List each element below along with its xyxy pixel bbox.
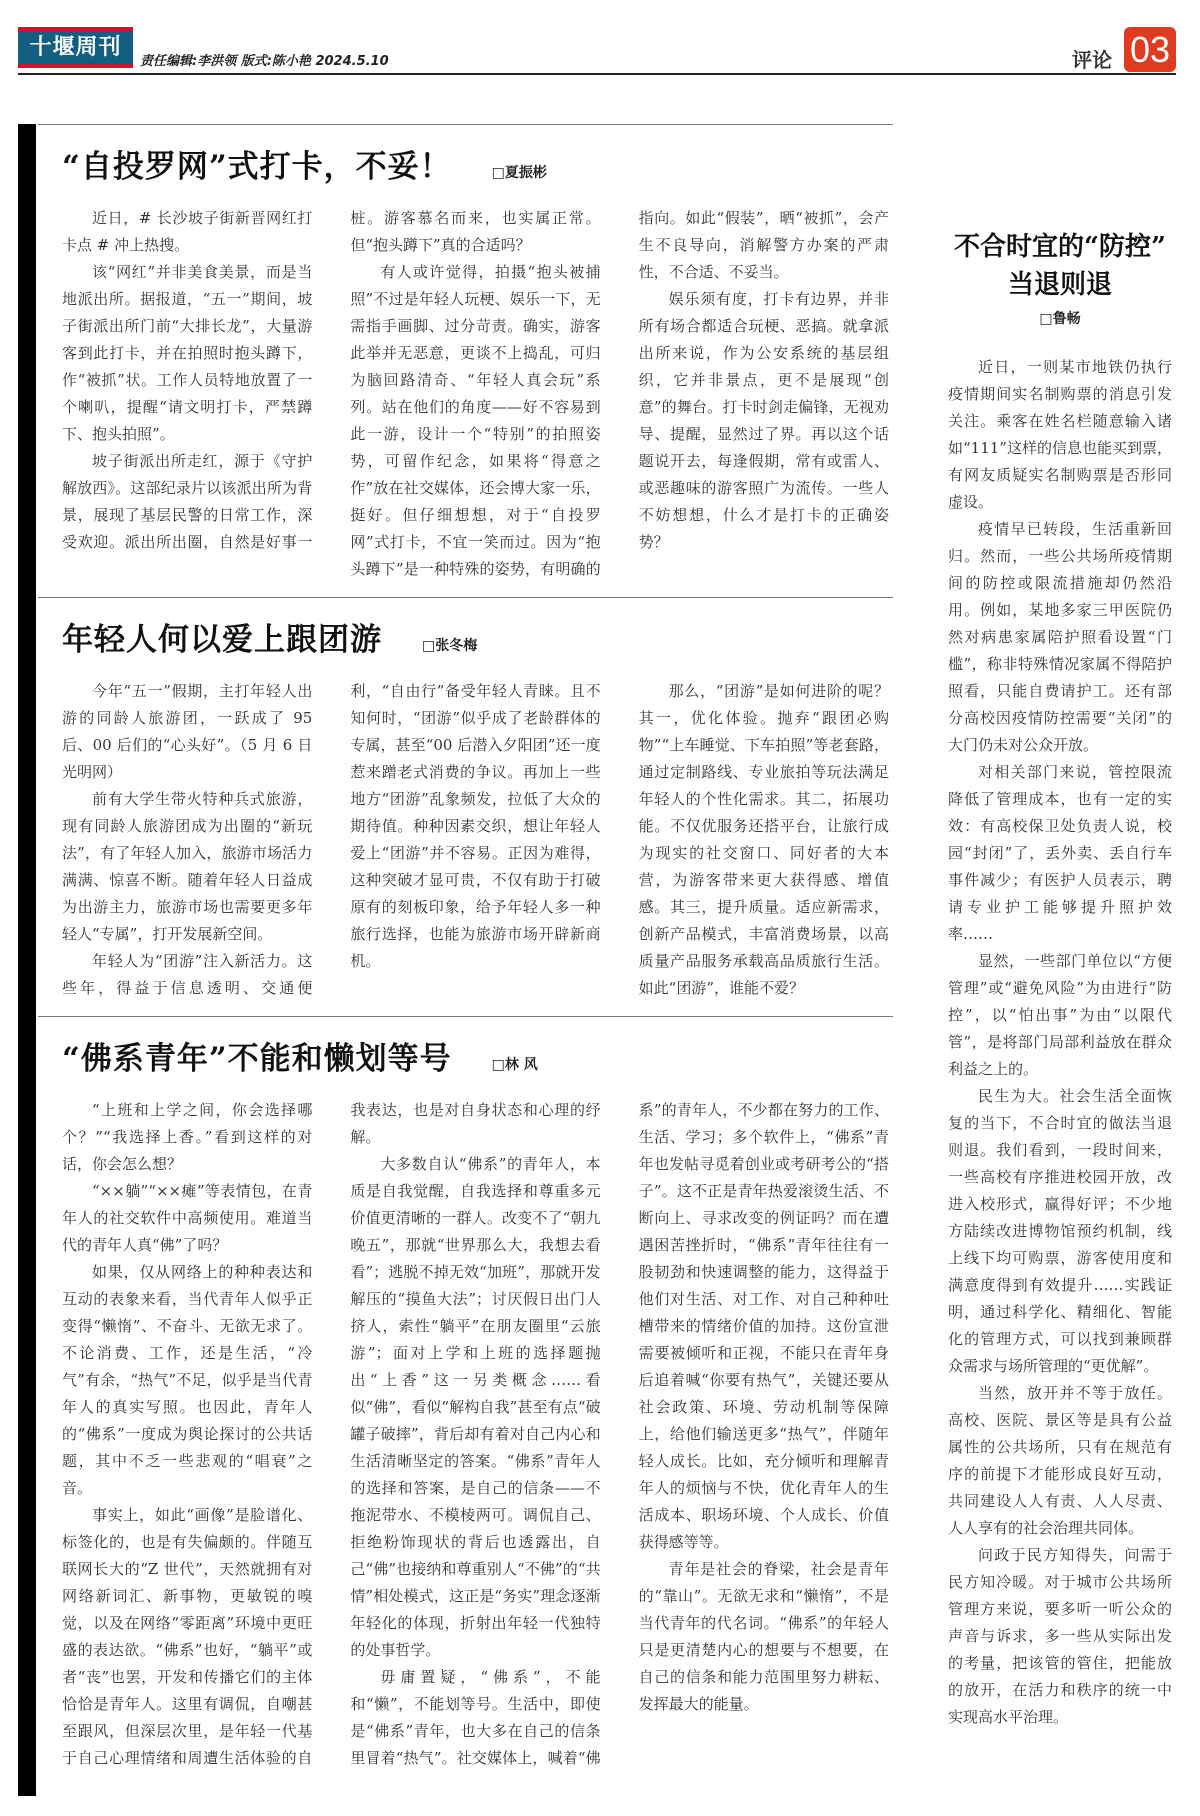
- paragraph: 年轻人为“团游”注入新活力。这些年，得益于信息透明、交通便利，“自由行”备受年轻人青睐。且不知何时，“团游”似乎成了老龄群体的专属，甚至“00 后潜入夕阳团”还一度惹来蹭老式消费的争议。再加上一些地方“团游”乱象频发，拉低了大众的期待值。种种因素交织，想让年轻人爱上“团游”并不容易。正因为难得，这种突破才显可贵，不仅有助于打破原有的刻板印象，给予年轻人多一种旅行选择，也能为旅游市场开辟新商机。: [62, 682, 601, 997]
- main-column: [18, 124, 893, 1796]
- article-title: “佛系青年”不能和懒划等号: [62, 1041, 452, 1077]
- article-author: □张冬梅: [422, 638, 478, 654]
- paragraph: 当然，放开并不等于放任。高校、医院、景区等是具有公益属性的公共场所，只有在规范有序的前提下才能形成良好互动，共同建设人人有责、人人尽责、人人享有的社会治理共同体。: [948, 1384, 1172, 1537]
- paragraph: 民生为大。社会生活全面恢复的当下，不合时宜的做法当退则退。我们看到，一段时间来，一些高校有序推进校园开放，改进入校形式，赢得好评；不少地方陆续改进博物馆预约机制，线上线下均可购票，游客使用度和满意度得到有效提升……实践证明，通过科学化、精细化、智能化的管理方式，可以找到兼顾群众需求与场所管理的“更优解”。: [948, 1087, 1172, 1375]
- masthead-meta: 责任编辑:李洪领 版式:陈小艳 2024.5.10: [140, 54, 389, 69]
- left-bar: [18, 124, 36, 1796]
- article-author: □夏振彬: [491, 165, 547, 181]
- paragraph: 问政于民方知得失，问需于民方知冷暖。对于城市公共场所管理方来说，要多听一听公众的声音与诉求，多一些从实际出发的考量，把该管的管住，把能放的放开，在活力和秩序的统一中实现高水平治理。: [948, 1546, 1172, 1726]
- header-rule: [18, 73, 1176, 75]
- section-label: 评论: [1072, 48, 1112, 72]
- article: [38, 1016, 893, 1786]
- sidebar-body: [948, 354, 1172, 1731]
- article-title-row: [62, 620, 889, 660]
- article-title-row: [62, 147, 889, 187]
- paragraph: 毋庸置疑，“佛系”，不能和“懒”，不能划等号。生活中，即使是“佛系”青年，也大多在自己的信条里冒着“热气”。社交媒体上，喊着“佛系”的青年人，不少都在努力的工作、生活、学习；多个软件上，“佛系”青年也发帖寻觅着创业或考研考公的“搭子”。这不正是青年热爱滚烫生活、不断向上、寻求改变的例证吗？而在遭遇困苦挫折时，“佛系”青年往往有一股韧劲和快速调整的能力，这得益于他们对生活、对工作、对自己种种吐槽带来的情绪价值的加持。这份宣泄需要被倾听和正视，不能只在青年身后追着喊“你要有热气”，关键还要从社会政策、环境、劳动机制等保障上，给他们输送更多“热气”，伴随年轻人成长。比如，充分倾听和理解青年人的烦恼与不快，优化青年人的生活成本、职场环境、个人成长、价值获得感等等。: [350, 1101, 889, 1767]
- paragraph: 那么，“团游”是如何进阶的呢？其一，优化体验。抛弃“跟团必购物”“上车睡觉、下车拍照”等老套路，通过定制路线、专业旅拍等玩法满足年轻人的个性化需求。其二，拓展功能。不仅优服务还搭平台，让旅行成为现实的社交窗口、同好者的大本营，为游客带来更大获得感、增值感。其三，提升质量。适应新需求，创新产品模式，丰富消费场景，以高质量产品服务承载高品质旅行生活。如此“团游”，谁能不爱？: [638, 682, 889, 997]
- paragraph: 有人或许觉得，拍摄“抱头被捕照”不过是年轻人玩梗、娱乐一下，无需指手画脚、过分苛责。确实，游客此举并无恶意，更谈不上捣乱，可归为脑回路清奇、“年轻人真会玩”系列。站在他们的角度——好不容易到此一游，设计一个“特别”的拍照姿势，可留作纪念，如果将“得意之作”放在社交媒体，还会博大家一乐，挺好。但仔细想想，对于“自投罗网”式打卡，不宜一笑而过。因为“抱头蹲下”是一种特殊的姿势，有明确的指向。如此“假装”，晒“被抓”，会产生不良导向，消解警方办案的严肃性，不合适、不妥当。: [350, 209, 889, 578]
- article-body: [62, 1097, 889, 1772]
- paragraph: 青年是社会的脊梁，社会是青年的“靠山”。无欲无求和“懒惰”，不是当代青年的代名词。“佛系”的年轻人只是更清楚内心的想要与不想要，在自己的信条和能力范围里努力耕耘、发挥最大的能量。: [638, 1560, 889, 1713]
- paragraph: 坡子街派出所走红，源于《守护解放西》。这部纪录片以该派出所为背景，展现了基层民警的日常工作，深受欢迎。派出所出圈，自然是好事一桩。游客慕名而来，也实属正常。但“抱头蹲下”真的合适吗？: [62, 209, 601, 551]
- sidebar-title-line1: 不合时宜的“防控”: [954, 232, 1166, 262]
- paragraph: 显然，一些部门单位以“方便管理”或“避免风险”为由进行“防控”，以“怕出事”为由“以限代管”，是将部门局部利益放在群众利益之上的。: [948, 952, 1172, 1078]
- paragraph: “上班和上学之间，你会选择哪个？”“我选择上香。”看到这样的对话，你会怎么想？: [62, 1101, 313, 1173]
- sidebar: [938, 228, 1182, 1731]
- masthead-logo: 十堰周刊: [18, 27, 133, 68]
- article-title-row: [62, 1039, 889, 1079]
- article: [38, 597, 893, 1016]
- paragraph: 前有大学生带火特种兵式旅游，现有同龄人旅游团成为出圈的“新玩法”，有了年轻人加入，旅游市场活力满满、惊喜不断。随着年轻人日益成为出游主力，旅游市场也需要更多年轻人“专属”，打开发展新空间。: [62, 790, 313, 943]
- article: [38, 124, 893, 597]
- article-body: [62, 205, 889, 583]
- paragraph: 如果，仅从网络上的种种表达和互动的表象来看，当代青年人似乎正变得“懒惰”、不奋斗、无欲无求了。不论消费、工作，还是生活，“冷气”有余，“热气”不足，似乎是当代青年人的真实写照。也因此，青年人的“佛系”一度成为舆论探讨的公共话题，其中不乏一些悲观的“唱衰”之音。: [62, 1263, 313, 1497]
- paragraph: 疫情早已转段，生活重新回归。然而，一些公共场所疫情期间的防控或限流措施却仍然沿用。例如，某地多家三甲医院仍然对病患家属陪护照看设置“门槛”，称非特殊情况家属不得陪护照看，只能自费请护工。还有部分高校因疫情防控需要“关闭”的大门仍未对公众开放。: [948, 520, 1172, 754]
- paragraph: 娱乐须有度，打卡有边界，并非所有场合都适合玩梗、恶搞。就拿派出所来说，作为公安系统的基层组织，它并非景点，更不是展现“创意”的舞台。打卡时剑走偏锋，无视劝导、提醒，显然过了界。再以这个话题说开去，每逢假期，常有或雷人、或恶趣味的游客照广为流传。一些人不妨想想，什么才是打卡的正确姿势？: [638, 290, 889, 551]
- article-title: “自投罗网”式打卡，不妥！: [62, 149, 452, 185]
- article-body: [62, 678, 889, 1002]
- paragraph: 对相关部门来说，管控限流降低了管理成本，也有一定的实效：有高校保卫处负责人说，校园“封闭”了，丢外卖、丢自行车事件减少；有医护人员表示，聘请专业护工能够提升照护效率……: [948, 763, 1172, 943]
- paragraph: 近日，一则某市地铁仍执行疫情期间实名制购票的消息引发关注。乘客在姓名栏随意输入诸如“111”这样的信息也能买到票，有网友质疑实名制购票是否形同虚设。: [948, 358, 1172, 511]
- article-title: 年轻人何以爱上跟团游: [62, 622, 382, 658]
- paragraph: “××躺”“××瘫”等表情包，在青年人的社交软件中高频使用。难道当代的青年人真“佛”了吗？: [62, 1182, 313, 1254]
- sidebar-author: □鲁畅: [1039, 311, 1081, 327]
- sidebar-title-line2: 当退则退: [1007, 270, 1112, 300]
- paragraph: 今年“五一”假期，主打年轻人出游的同龄人旅游团，一跃成了 95 后、00 后们的“心头好”。（5 月 6 日光明网）: [62, 682, 313, 781]
- sidebar-title: [938, 228, 1182, 304]
- article-author: □林 风: [491, 1057, 538, 1073]
- paragraph: 近日，# 长沙坡子街新晋网红打卡点 # 冲上热搜。: [62, 209, 313, 254]
- paragraph: 大多数自认“佛系”的青年人，本质是自我觉醒，自我选择和尊重多元价值更清晰的一群人。改变不了“朝九晚五”，那就“世界那么大，我想去看看”；逃脱不掉无效“加班”，那就开发解压的“摸鱼大法”；讨厌假日出门人挤人，索性“躺平”在朋友圈里“云旅游”；面对上学和上班的选择题抛出“上香”这一另类概念……看似“佛”，看似“解构自我”甚至有点“破罐子破摔”，背后却有着对自己内心和生活清晰坚定的答案。“佛系”青年人的选择和答案，是自己的信条——不拖泥带水、不模棱两可。调侃自己、拒绝粉饰现状的背后也透露出，自己“佛”也接纳和尊重别人“不佛”的“共情”相处模式，这正是“务实”理念逐渐年轻化的体现，折射出年轻一代独特的处事哲学。: [350, 1155, 601, 1659]
- paragraph: 事实上，如此“画像”是脸谱化、标签化的，也是有失偏颇的。伴随互联网长大的“Z 世代”，天然就拥有对网络新词汇、新事物，更敏锐的嗅觉，以及在网络“零距离”环境中更旺盛的表达欲。“佛系”也好，“躺平”或者“丧”也罢，开发和传播它们的主体恰恰是青年人。这里有调侃，自嘲甚至跟风，但深层次里，是年轻一代基于自己心理情绪和周遭生活体验的自我表达，也是对自身状态和心理的纾解。: [62, 1101, 601, 1767]
- page-number: 03: [1124, 27, 1176, 72]
- paragraph: 该“网红”并非美食美景，而是当地派出所。据报道，“五一”期间，坡子街派出所门前“大排长龙”，大量游客到此打卡，并在拍照时抱头蹲下，作“被抓”状。工作人员特地放置了一个喇叭，提醒“请文明打卡，严禁蹲下、抱头拍照”。: [62, 263, 313, 443]
